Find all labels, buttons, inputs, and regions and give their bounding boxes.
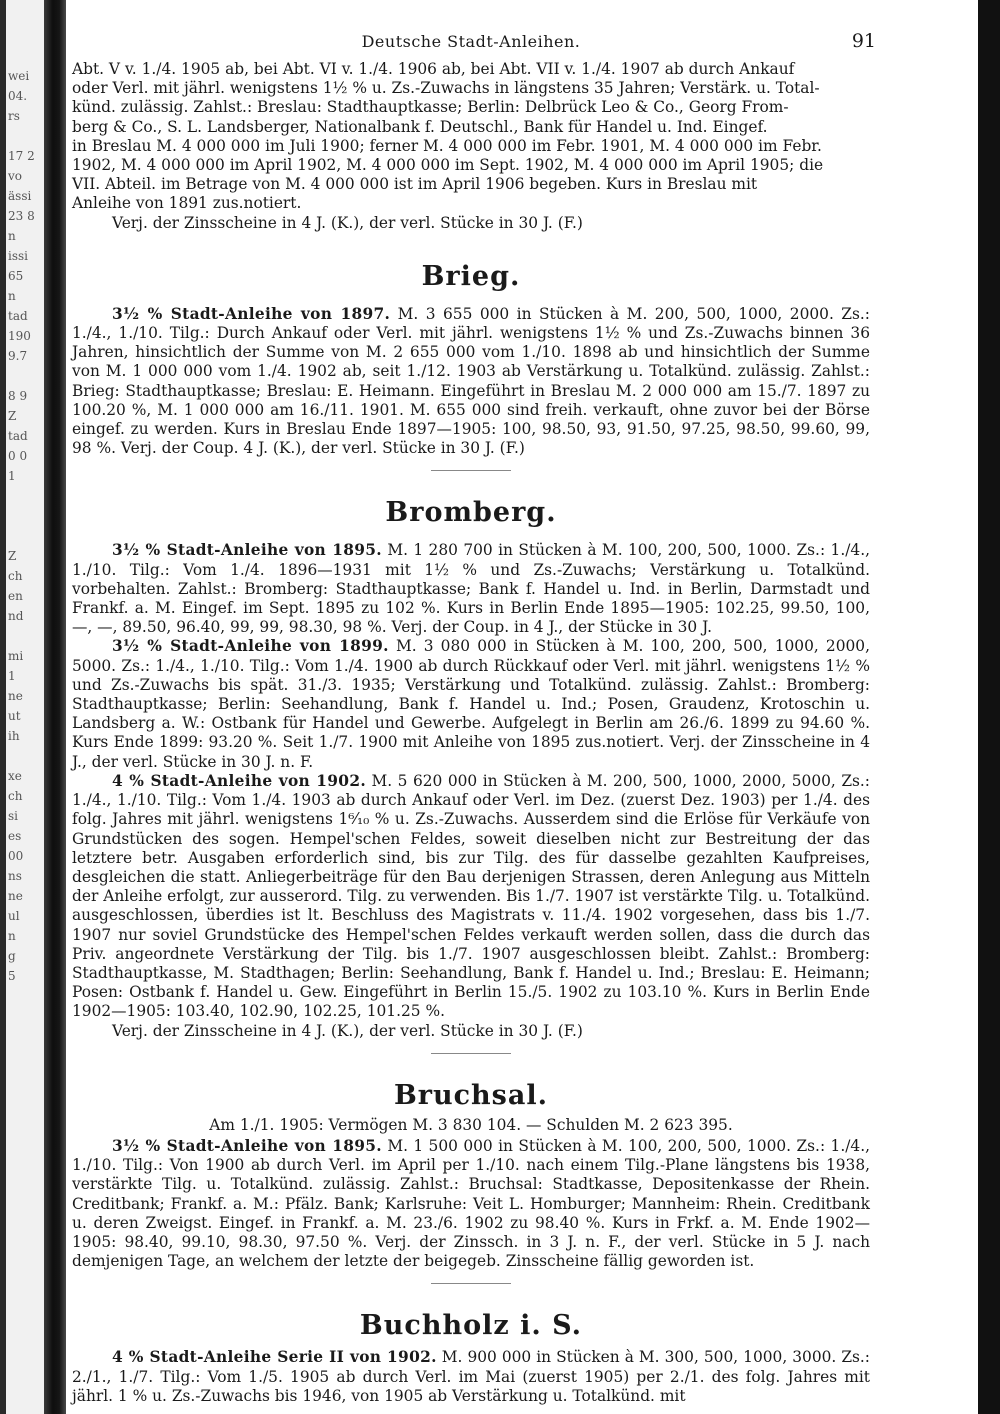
previous-page-fragment: 04.: [8, 89, 28, 103]
previous-page-fragment: 00: [8, 849, 24, 863]
text-line: künd. zulässig. Zahlst.: Breslau: Stadthauptkasse; Berlin: Delbrück Leo & Co., Georg From-: [72, 98, 789, 117]
previous-page-fragment: 17 2: [8, 149, 35, 163]
city-heading-buchholz: Buchholz i. S.: [359, 1310, 583, 1342]
previous-page-fragment: 8 9: [8, 389, 28, 403]
text-line: oder Verl. mit jährl. wenigstens 1½ % u. Zs.-Zuwachs in längstens 35 Jahren; Verstärk. u. Total-: [72, 79, 820, 98]
previous-page-fragment: ns: [8, 869, 22, 883]
verjaehrung-note: Verj. der Zinsscheine in 4 J. (K.), der verl. Stücke in 30 J. (F.): [112, 1021, 583, 1040]
previous-page-fragment: [6, 746, 35, 766]
text-line: in Breslau M. 4 000 000 im Juli 1900; ferner M. 4 000 000 im Febr. 1901, M. 4 000 000 im Febr.: [72, 136, 822, 155]
section-divider: [431, 470, 511, 471]
loan-entry: [72, 1137, 870, 1271]
previous-page-fragment: si: [8, 809, 18, 823]
loan-entry: [72, 305, 870, 459]
running-title: Deutsche Stadt-Anleihen.: [361, 32, 581, 51]
previous-page-margin: [6, 0, 44, 1414]
loan-title: 3½ % Stadt-Anleihe von 1895.: [112, 541, 382, 560]
previous-page-fragment: mi: [8, 649, 24, 663]
previous-page-fragment: n: [8, 229, 16, 243]
breslau-continuation: [72, 60, 870, 233]
loan-title: 3½ % Stadt-Anleihe von 1897.: [112, 304, 391, 323]
text-line: 1902, M. 4 000 000 im April 1902, M. 4 000 000 im Sept. 1902, M. 4 000 000 im April 1905; die: [72, 156, 824, 175]
loan-text: M. 1 280 700 in Stücken à M. 100, 200, 500, 1000. Zs.: 1./4., 1./10. Tilg.: Vom 1./4. 1896—1931 mit 1½ % und Zs.-Zuwachs; Verstärkung u. Totalkünd. vorbehalten. Zahlst.: Bromberg: Stadthauptkasse; Bank f. Handel u. Ind. in Berlin, Darmstadt und Frankf. a. M. Eingef. im Sept. 1895 zu 102 %. Kurs in Berlin Ende 1895—1905: 102.25, 99.50, 100, —, —, 89.50, 96.40, 99, 99, 98.30, 98 %. Verj. der Coup. in 4 J., der Stücke in 30 J.: [72, 541, 870, 637]
previous-page-fragment: issi: [8, 249, 28, 263]
text-line: Abt. V v. 1./4. 1905 ab, bei Abt. VI v. 1./4. 1906 ab, bei Abt. VII v. 1./4. 1907 ab durch Ankauf: [72, 60, 795, 78]
previous-page-fragment: ih: [8, 729, 20, 743]
city-heading-bromberg: Bromberg.: [385, 497, 557, 529]
bromberg-section: [72, 541, 870, 1040]
previous-page-fragment: [6, 486, 35, 506]
previous-page-fragment: [6, 126, 35, 146]
previous-page-fragment: wei: [8, 69, 30, 83]
previous-page-fragment: 23 8: [8, 209, 35, 223]
previous-page-fragment: 1: [8, 669, 16, 683]
loan-text: M. 5 620 000 in Stücken à M. 200, 500, 1000, 2000, 5000, Zs.: 1./4., 1./10. Tilg.: Vom 1./4. 1903 ab durch Ankauf oder Verl. im Dez. (zuerst Dez. 1903) per 1./4. des folg. Jahres mit jährl. wenigstens 1⁶⁄₁₀ % u. Zs.-Zuwachs. Ausserdem sind die Erlöse für Verkäufe von Grundstücken des sogen. Hempel'schen Feldes, soweit dieselben nicht zur Bestreitung der das letztere betr. Ausgaben erforderlich sind, bis zur Tilg. des für dasselbe gezahlten Kaufpreises, desgleichen die statt. Anliegerbeiträge für den Bau derjenigen Strassen, deren Anlegung aus Mitteln der Anleihe erfolgt, zur ausserord. Tilg. zu verwenden. Bis 1./7. 1907 ist verstärkte Tilg. u. Totalkünd. ausgeschlossen, überdies ist lt. Beschluss des Magistrats v. 11./4. 1902 vorgesehen, dass bis 1./7. 1907 nur soviel Grundstücke des Hempel'schen Feldes verkauft werden sollen, dass die durch das Priv. angeordnete Verstärkung der Tilg. bis 1./7. 1907 ausgeschlossen bleibt. Zahlst.: Bromberg: Stadthauptkasse, M. Stadthagen; Berlin: Seehandlung, Bank f. Handel u. Ind.; Breslau: E. Heimann; Posen: Ostbank f. Handel u. Gew. Eingeführt in Berlin 15./5. 1902 zu 103.10 %. Kurs in Berlin Ende 1902—1905: 103.40, 102.90, 102.25, 101.25 %.: [72, 771, 870, 1021]
book-gutter: [44, 0, 66, 1414]
loan-entry: [72, 1348, 870, 1406]
previous-page-fragment: tad: [8, 309, 28, 323]
loan-text: M. 3 080 000 in Stücken à M. 100, 200, 500, 1000, 2000, 5000. Zs.: 1./4., 1./10. Tilg.: Vom 1./4. 1900 ab durch Rückkauf oder Verl. mit jährl. wenigstens 1½ % und Zs.-Zuwachs bis spät. 31./3. 1935; Verstärkung und Totalkünd. zulässig. Zahlst.: Bromberg: Stadthauptkasse; Berlin: Seehandlung, Bank f. Handel u. Ind.; Posen, Graudenz, Krotoschin u. Landsberg a. W.: Ostbank für Handel und Gewerbe. Aufgelegt in Berlin am 26./6. 1899 zu 94.60 %. Kurs Ende 1899: 93.20 %. Seit 1./7. 1900 mit Anleihe von 1895 zus.notiert. Verj. der Zinsscheine in 4 J., der verl. Stücke in 30 J. n. F.: [72, 637, 870, 771]
previous-page-fragment: [6, 366, 35, 386]
loan-title: 3½ % Stadt-Anleihe von 1895.: [112, 1136, 382, 1155]
previous-page-fragment: n: [8, 289, 16, 303]
previous-page-fragment: ne: [8, 689, 23, 703]
city-heading-brieg: Brieg.: [421, 260, 521, 292]
previous-page-fragment: nd: [8, 609, 24, 623]
previous-page-fragment: ut: [8, 709, 21, 723]
previous-page-fragment: xe: [8, 769, 22, 783]
loan-entry: [72, 772, 870, 1022]
previous-page-fragment: [6, 526, 35, 546]
previous-page-fragment: ch: [8, 569, 23, 583]
buchholz-section: [72, 1348, 870, 1406]
previous-page-fragment: 1: [8, 469, 16, 483]
previous-page-fragment: n: [8, 929, 16, 943]
text-line: Anleihe von 1891 zus.notiert.: [72, 194, 302, 213]
previous-page-fragment: Z: [8, 409, 17, 423]
previous-page-fragment: [6, 506, 35, 526]
brieg-section: [72, 305, 870, 459]
previous-page-fragment: g: [8, 949, 16, 963]
loan-text: M. 1 500 000 in Stücken à M. 100, 200, 500, 1000. Zs.: 1./4., 1./10. Tilg.: Von 1900 ab durch Verl. im April per 1./10. nach einem Tilg.-Plane längstens bis 1938, verstärkte Tilg. u. Totalkünd. zulässig. Zahlst.: Bruchsal: Stadtkasse, Depositenkasse der Rhein. Creditbank; Frankf. a. M.: Pfälz. Bank; Karlsruhe: Veit L. Homburger; Mannheim: Rhein. Creditbank u. deren Zweigst. Eingef. in Frankf. a. M. 23./6. 1902 zu 98.40 %. Kurs in Frkf. a. M. Ende 1902—1905: 98.40, 99.10, 98.30, 97.50 %. Verj. der Zinssch. in 3 J. n. F., der verl. Stücke in 5 J. nach demjenigen Tage, an welchem der letzte der beigegeb. Zinsscheine fällig geworden ist.: [72, 1136, 870, 1271]
scan-edge-right: [978, 0, 1000, 1414]
previous-page-fragment: 190: [8, 329, 31, 343]
previous-page-fragment: tad: [8, 429, 28, 443]
previous-page-fragment: ässi: [8, 189, 32, 203]
previous-page-fragment: 9.7: [8, 349, 28, 363]
loan-entry: [72, 637, 870, 771]
loan-entry: [72, 541, 870, 637]
text-line: VII. Abteil. im Betrage von M. 4 000 000 ist im April 1906 begeben. Kurs in Breslau mit: [72, 175, 758, 194]
previous-page-fragment: es: [8, 829, 22, 843]
loan-text: M. 900 000 in Stücken à M. 300, 500, 1000, 3000. Zs.: 2./1., 1./7. Tilg.: Vom 1./5. 1905 ab durch Verl. im Mai (zuerst 1905) per 2./1. des folg. Jahres mit jährl. 1 % u. Zs.-Zuwachs bis 1946, von 1905 ab Verstärkung u. Totalkünd. mit: [72, 1348, 870, 1405]
page-number: 91: [851, 30, 876, 52]
previous-page-fragment: ul: [8, 909, 20, 923]
section-divider: [431, 1283, 511, 1284]
previous-page-fragments: [6, 66, 35, 986]
previous-page-fragment: 0 0: [8, 449, 28, 463]
previous-page-fragment: 65: [8, 269, 24, 283]
section-divider: [431, 1053, 511, 1054]
page-content: [72, 30, 876, 1406]
city-finance-summary: Am 1./1. 1905: Vermögen M. 3 830 104. — Schulden M. 2 623 395.: [209, 1115, 733, 1134]
bruchsal-section: [72, 1116, 870, 1272]
previous-page-fragment: ne: [8, 889, 23, 903]
loan-title: 3½ % Stadt-Anleihe von 1899.: [112, 637, 389, 656]
verjaehrung-note: Verj. der Zinsscheine in 4 J. (K.), der verl. Stücke in 30 J. (F.): [112, 213, 583, 232]
text-line: berg & Co., S. L. Landsberger, Nationalbank f. Deutschl., Bank für Handel u. Ind. Eingef.: [72, 117, 768, 136]
previous-page-fragment: en: [8, 589, 23, 603]
loan-title: 4 % Stadt-Anleihe Serie II von 1902.: [112, 1348, 437, 1367]
previous-page-fragment: Z: [8, 549, 17, 563]
city-heading-bruchsal: Bruchsal.: [393, 1079, 549, 1111]
previous-page-fragment: rs: [8, 109, 20, 123]
previous-page-fragment: 5: [8, 969, 16, 983]
previous-page-fragment: [6, 626, 35, 646]
previous-page-fragment: ch: [8, 789, 23, 803]
previous-page-fragment: vo: [8, 169, 23, 183]
loan-text: M. 3 655 000 in Stücken à M. 200, 500, 1000, 2000. Zs.: 1./4., 1./10. Tilg.: Durch Ankauf oder Verl. mit jährl. wenigstens 1½ % und Zs.-Zuwachs binnen 36 Jahren, hinsichtlich der Summe von M. 2 655 000 vom 1./10. 1898 ab und hinsichtlich der Summe von M. 1 000 000 vom 1./4. 1902 ab, seit 1./12. 1903 ab Verstärkung u. Totalkünd. zulässig. Zahlst.: Brieg: Stadthauptkasse; Breslau: E. Heimann. Eingeführt in Breslau M. 2 000 000 am 15./7. 1897 zu 100.20 %, M. 1 000 000 am 16./11. 1901. M. 655 000 sind freih. verkauft, ohne zuvor bei der Börse eingef. zu werden. Kurs in Breslau Ende 1897—1905: 100, 98.50, 93, 91.50, 97.25, 98.50, 99.60, 99, 98 %. Verj. der Coup. 4 J. (K.), der verl. Stücke in 30 J. (F.): [72, 304, 870, 458]
page-header: [72, 30, 876, 60]
loan-title: 4 % Stadt-Anleihe von 1902.: [112, 771, 366, 790]
